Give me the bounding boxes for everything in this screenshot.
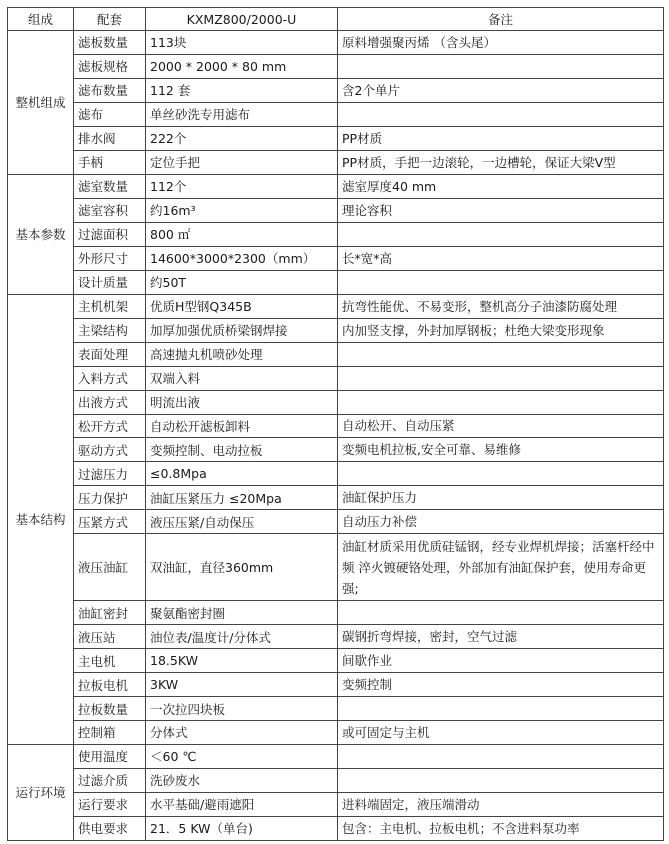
table-row bbox=[8, 697, 664, 721]
param-cell: 滤板规格 bbox=[74, 54, 146, 78]
group-label: 基本结构 bbox=[8, 294, 74, 744]
config-cell: 分体式 bbox=[146, 720, 338, 744]
table-row bbox=[8, 54, 664, 78]
config-cell: ≤0.8Mpa bbox=[146, 462, 338, 486]
config-cell: 单丝砂洗专用滤布 bbox=[146, 102, 338, 126]
config-cell: 加厚加强优质桥梁钢焊接 bbox=[146, 318, 338, 342]
note-cell: 间歇作业 bbox=[338, 649, 664, 673]
table-row bbox=[8, 625, 664, 649]
spec-body bbox=[8, 31, 664, 841]
note-cell: 包含：主电机、拉板电机；不含进料泵功率 bbox=[338, 816, 664, 840]
param-cell: 油缸密封 bbox=[74, 601, 146, 625]
config-cell: 一次拉四块板 bbox=[146, 697, 338, 721]
config-cell: 双油缸，直径360mm bbox=[146, 534, 338, 601]
group-label: 运行环境 bbox=[8, 744, 74, 840]
note-cell bbox=[338, 342, 664, 366]
note-cell: 理论容积 bbox=[338, 198, 664, 222]
config-cell: 高速抛丸机喷砂处理 bbox=[146, 342, 338, 366]
param-cell: 滤布 bbox=[74, 102, 146, 126]
config-cell: 18.5KW bbox=[146, 649, 338, 673]
table-row bbox=[8, 342, 664, 366]
param-cell: 外形尺寸 bbox=[74, 246, 146, 270]
note-cell bbox=[338, 744, 664, 768]
group-label: 整机组成 bbox=[8, 31, 74, 175]
table-row bbox=[8, 414, 664, 438]
note-cell: 油缸材质采用优质硅锰钢，经专业焊机焊接；活塞杆经中频 淬火镀硬铬处理，外部加有油缸保护套，使用寿命更强; bbox=[338, 534, 664, 601]
config-cell: 800 ㎡ bbox=[146, 222, 338, 246]
group-label: 基本参数 bbox=[8, 174, 74, 294]
note-cell: 或可固定与主机 bbox=[338, 720, 664, 744]
note-cell bbox=[338, 697, 664, 721]
note-cell: 油缸保护压力 bbox=[338, 486, 664, 510]
config-cell: 液压压紧/自动保压 bbox=[146, 510, 338, 534]
config-cell: ＜60 ℃ bbox=[146, 744, 338, 768]
config-cell: 113块 bbox=[146, 31, 338, 55]
param-cell: 出液方式 bbox=[74, 390, 146, 414]
note-cell: 自动压力补偿 bbox=[338, 510, 664, 534]
note-cell: 抗弯性能优、不易变形，整机高分子油漆防腐处理 bbox=[338, 294, 664, 318]
note-cell: 内加竖支撑，外封加厚钢板；杜绝大梁变形现象 bbox=[338, 318, 664, 342]
note-cell bbox=[338, 102, 664, 126]
table-row bbox=[8, 438, 664, 462]
config-cell: 油缸压紧压力 ≤20Mpa bbox=[146, 486, 338, 510]
note-cell bbox=[338, 601, 664, 625]
table-row bbox=[8, 534, 664, 601]
note-cell bbox=[338, 462, 664, 486]
table-row bbox=[8, 318, 664, 342]
table-row bbox=[8, 31, 664, 55]
config-cell: 定位手把 bbox=[146, 150, 338, 174]
table-row bbox=[8, 294, 664, 318]
param-cell: 拉板数量 bbox=[74, 697, 146, 721]
note-cell: 碳钢折弯焊接，密封，空气过滤 bbox=[338, 625, 664, 649]
table-row bbox=[8, 486, 664, 510]
param-cell: 手柄 bbox=[74, 150, 146, 174]
param-cell: 驱动方式 bbox=[74, 438, 146, 462]
param-cell: 主电机 bbox=[74, 649, 146, 673]
table-row bbox=[8, 102, 664, 126]
note-cell: 变频控制 bbox=[338, 673, 664, 697]
note-cell: 变频电机拉板,安全可靠、易维修 bbox=[338, 438, 664, 462]
table-row bbox=[8, 792, 664, 816]
table-row bbox=[8, 744, 664, 768]
config-cell: 21．5 KW（单台) bbox=[146, 816, 338, 840]
config-cell: 3KW bbox=[146, 673, 338, 697]
table-row bbox=[8, 510, 664, 534]
param-cell: 表面处理 bbox=[74, 342, 146, 366]
note-cell bbox=[338, 390, 664, 414]
config-cell: 2000 * 2000 * 80 mm bbox=[146, 54, 338, 78]
note-cell bbox=[338, 366, 664, 390]
param-cell: 液压油缸 bbox=[74, 534, 146, 601]
param-cell: 主机机架 bbox=[74, 294, 146, 318]
spec-table bbox=[7, 7, 664, 841]
table-row bbox=[8, 816, 664, 840]
config-cell: 油位表/温度计/分体式 bbox=[146, 625, 338, 649]
table-row bbox=[8, 601, 664, 625]
param-cell: 压力保护 bbox=[74, 486, 146, 510]
header-model: KXMZ800/2000-U bbox=[146, 8, 338, 31]
param-cell: 过滤面积 bbox=[74, 222, 146, 246]
table-row bbox=[8, 198, 664, 222]
note-cell: 原料增强聚丙烯 （含头尾） bbox=[338, 31, 664, 55]
param-cell: 排水阀 bbox=[74, 126, 146, 150]
param-cell: 供电要求 bbox=[74, 816, 146, 840]
config-cell: 聚氨酯密封圈 bbox=[146, 601, 338, 625]
table-row bbox=[8, 673, 664, 697]
param-cell: 控制箱 bbox=[74, 720, 146, 744]
param-cell: 压紧方式 bbox=[74, 510, 146, 534]
table-row bbox=[8, 246, 664, 270]
table-row bbox=[8, 366, 664, 390]
note-cell: 含2个单片 bbox=[338, 78, 664, 102]
param-cell: 滤板数量 bbox=[74, 31, 146, 55]
param-cell: 滤布数量 bbox=[74, 78, 146, 102]
note-cell bbox=[338, 222, 664, 246]
note-cell: 自动松开、自动压紧 bbox=[338, 414, 664, 438]
table-row bbox=[8, 222, 664, 246]
config-cell: 洗砂废水 bbox=[146, 768, 338, 792]
config-cell: 自动松开滤板卸料 bbox=[146, 414, 338, 438]
table-row bbox=[8, 720, 664, 744]
header-note: 备注 bbox=[338, 8, 664, 31]
param-cell: 使用温度 bbox=[74, 744, 146, 768]
header-param: 配套 bbox=[74, 8, 146, 31]
note-cell: 滤室厚度40 mm bbox=[338, 174, 664, 198]
table-row bbox=[8, 768, 664, 792]
table-row bbox=[8, 78, 664, 102]
table-row bbox=[8, 174, 664, 198]
table-row bbox=[8, 462, 664, 486]
note-cell: PP材质 bbox=[338, 126, 664, 150]
header-row bbox=[8, 8, 664, 31]
param-cell: 松开方式 bbox=[74, 414, 146, 438]
table-row bbox=[8, 270, 664, 294]
param-cell: 设计质量 bbox=[74, 270, 146, 294]
param-cell: 过滤介质 bbox=[74, 768, 146, 792]
config-cell: 双端入料 bbox=[146, 366, 338, 390]
header-group: 组成 bbox=[8, 8, 74, 31]
note-cell bbox=[338, 768, 664, 792]
table-row bbox=[8, 126, 664, 150]
config-cell: 112个 bbox=[146, 174, 338, 198]
param-cell: 入料方式 bbox=[74, 366, 146, 390]
param-cell: 滤室容积 bbox=[74, 198, 146, 222]
config-cell: 约16m³ bbox=[146, 198, 338, 222]
note-cell bbox=[338, 270, 664, 294]
param-cell: 拉板电机 bbox=[74, 673, 146, 697]
config-cell: 222个 bbox=[146, 126, 338, 150]
config-cell: 112 套 bbox=[146, 78, 338, 102]
config-cell: 水平基础/避雨遮阳 bbox=[146, 792, 338, 816]
note-cell: PP材质，手把一边滚轮，一边槽轮，保证大梁V型 bbox=[338, 150, 664, 174]
table-row bbox=[8, 649, 664, 673]
param-cell: 滤室数量 bbox=[74, 174, 146, 198]
param-cell: 运行要求 bbox=[74, 792, 146, 816]
config-cell: 明流出液 bbox=[146, 390, 338, 414]
table-row bbox=[8, 390, 664, 414]
note-cell: 进料端固定，液压端滑动 bbox=[338, 792, 664, 816]
config-cell: 变频控制、电动拉板 bbox=[146, 438, 338, 462]
note-cell: 长*宽*高 bbox=[338, 246, 664, 270]
param-cell: 过滤压力 bbox=[74, 462, 146, 486]
config-cell: 约50T bbox=[146, 270, 338, 294]
param-cell: 液压站 bbox=[74, 625, 146, 649]
config-cell: 优质H型钢Q345B bbox=[146, 294, 338, 318]
table-row bbox=[8, 150, 664, 174]
note-cell bbox=[338, 54, 664, 78]
config-cell: 14600*3000*2300（mm） bbox=[146, 246, 338, 270]
param-cell: 主梁结构 bbox=[74, 318, 146, 342]
